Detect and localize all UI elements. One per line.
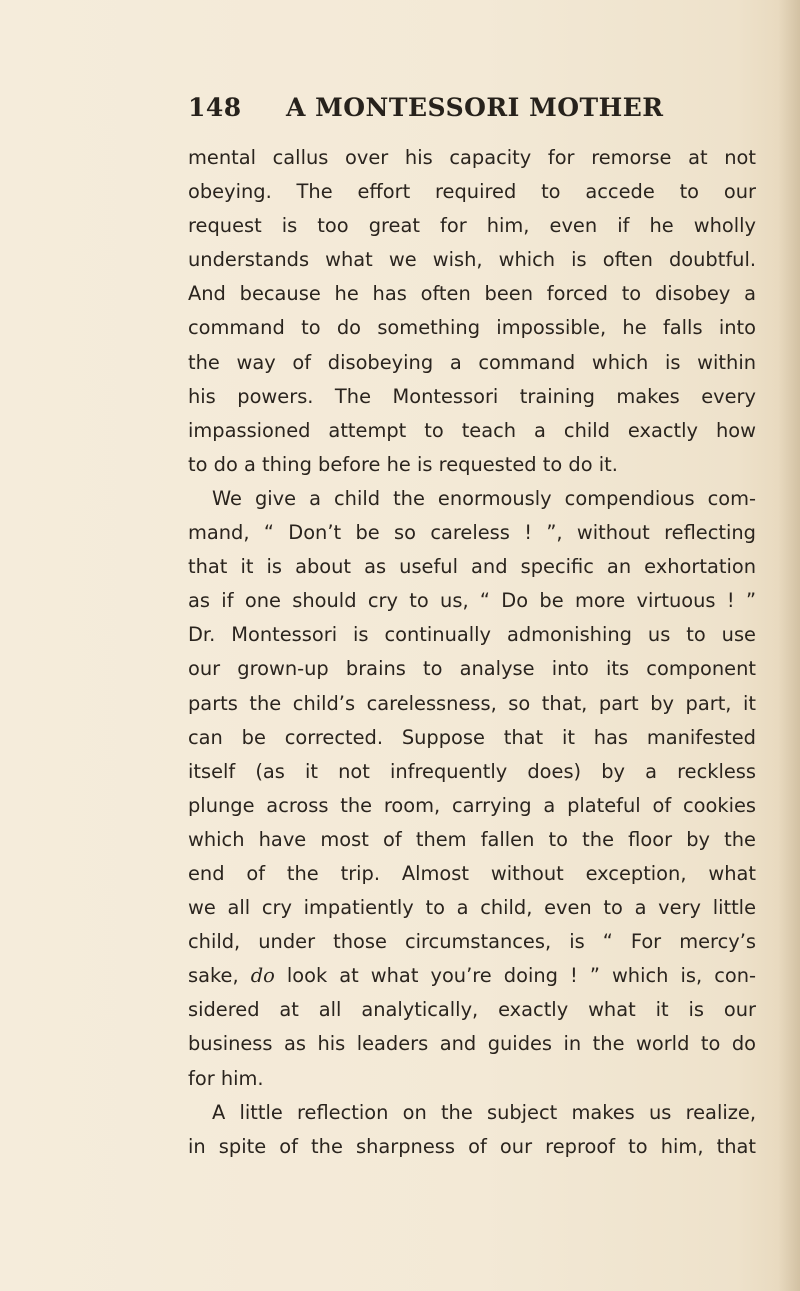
- text-line: A little reflection on the subject makes us realize,: [212, 1100, 756, 1124]
- page-number: 148: [188, 93, 242, 122]
- text-line: command to do something impossible, he falls into: [188, 316, 756, 340]
- text-line: as if one should cry to us, “ Do be more virtuous ! ”: [188, 589, 756, 613]
- text-line: parts the child’s carelessness, so that, part by part, it: [188, 691, 756, 715]
- text-line: business as his leaders and guides in the world to do: [188, 1032, 756, 1056]
- text-line: end of the trip. Almost without exception, what: [188, 861, 756, 885]
- text-line: that it is about as useful and specific an exhortation: [188, 555, 756, 579]
- text-line: obeying. The effort required to accede to our: [188, 180, 756, 204]
- page-header: [188, 93, 756, 127]
- text-segment: sake,: [188, 964, 251, 988]
- text-line: And because he has often been forced to disobey a: [188, 282, 756, 306]
- text-line: to do a thing before he is requested to do it.: [188, 452, 618, 476]
- text-line: child, under those circumstances, is “ For mercy’s: [188, 930, 756, 954]
- body-text: [188, 141, 756, 1164]
- text-line: understands what we wish, which is often doubtful.: [188, 248, 756, 272]
- text-line: his powers. The Montessori training makes every: [188, 384, 756, 408]
- text-segment: look at what you’re doing ! ” which is, con-: [274, 964, 757, 988]
- text-line: sidered at all analytically, exactly what it is our: [188, 998, 756, 1022]
- text-line: the way of disobeying a command which is within: [188, 350, 756, 374]
- text-line: mental callus over his capacity for remorse at not: [188, 146, 756, 169]
- text-line: request is too great for him, even if he wholly: [188, 214, 756, 238]
- text-line: our grown-up brains to analyse into its component: [188, 657, 756, 681]
- text-line-with-italic: [188, 959, 756, 993]
- text-line: plunge across the room, carrying a plateful of cookies: [188, 793, 756, 817]
- text-line: for him.: [188, 1066, 264, 1090]
- text-line: itself (as it not infrequently does) by a reckless: [188, 759, 756, 783]
- text-line: Dr. Montessori is continually admonishing us to use: [188, 623, 756, 647]
- running-title: A MONTESSORI MOTHER: [286, 93, 664, 122]
- text-line: which have most of them fallen to the floor by the: [188, 827, 756, 851]
- text-line: can be corrected. Suppose that it has manifested: [188, 725, 756, 749]
- text-line: we all cry impatiently to a child, even to a very little: [188, 896, 756, 920]
- italic-word: do: [250, 964, 275, 988]
- text-line: impassioned attempt to teach a child exactly how: [188, 418, 756, 442]
- text-line: We give a child the enormously compendious com-: [212, 486, 756, 510]
- text-line: mand, “ Don’t be so careless ! ”, without reflecting: [188, 521, 756, 545]
- page-edge-shadow: [778, 0, 800, 1291]
- text-line: in spite of the sharpness of our reproof to him, that: [188, 1134, 756, 1158]
